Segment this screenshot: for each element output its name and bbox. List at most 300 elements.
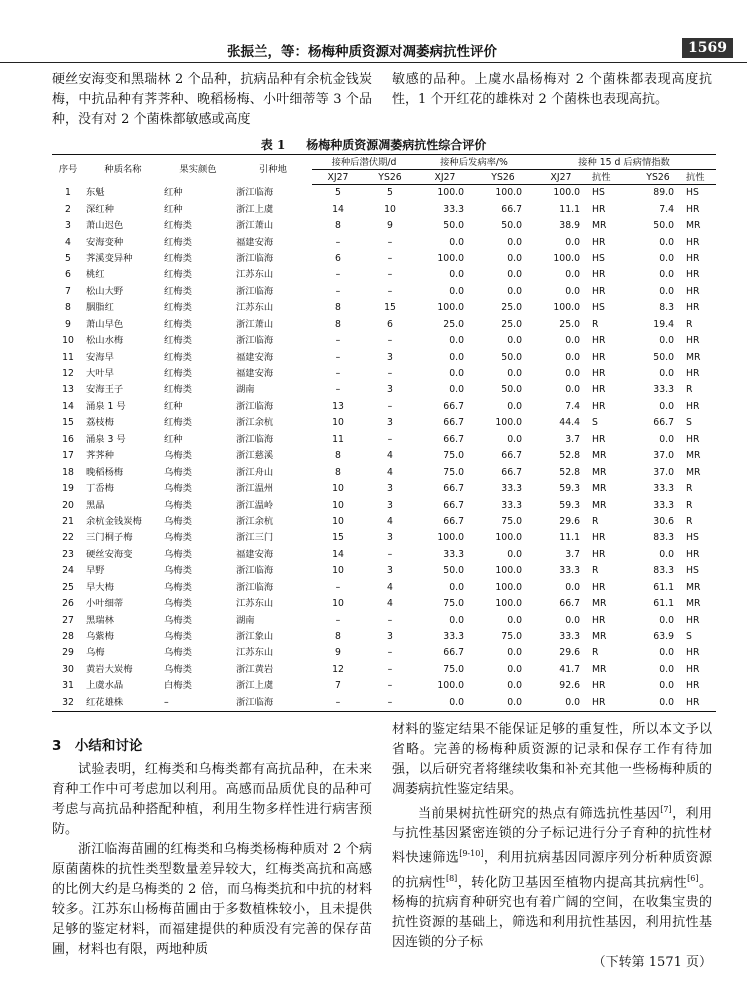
- cell-incidence-ys26: 100.0: [495, 417, 522, 429]
- cell-name: 余杭金钱炭梅: [86, 515, 142, 527]
- cell-latency-xj27: –: [335, 351, 341, 363]
- cell-incidence-ys26: 0.0: [507, 285, 522, 297]
- cell-incidence-ys26: 0.0: [507, 269, 522, 281]
- paragraph-text: 浙江临海苗圃的红梅类和乌梅类杨梅种质对 2 个病原菌菌株的抗性类型数量差异较大，红梅类高抗和高感的比例大约是乌梅类的 2 倍，而乌梅类抗和中抗的材料较多。江苏东山杨梅苗圃由于多数植株较小，且未提供足够的鉴定材料，而福建提供的种质没有完善的保存苗圃，材料也有限，两地种质: [52, 842, 372, 957]
- cell-index-xj27: 33.3: [559, 631, 580, 643]
- cell-color: 乌梅类: [164, 647, 192, 659]
- cell-resistance-ys26: HR: [686, 252, 700, 264]
- cell-index-xj27: 0.0: [565, 581, 580, 593]
- cell-index-xj27: 38.9: [559, 220, 580, 232]
- table-row: [52, 612, 716, 628]
- cell-origin: 福建安海: [236, 548, 274, 560]
- cell-incidence-ys26: 100.0: [495, 532, 522, 544]
- cell-color: 乌梅类: [164, 532, 192, 544]
- cell-resistance-ys26: MR: [686, 581, 701, 593]
- cell-index-xj27: 29.6: [559, 515, 580, 527]
- table-row: [52, 580, 716, 596]
- header-ys26: YS26: [474, 170, 532, 185]
- cell-index-xj27: 0.0: [565, 269, 580, 281]
- text-span: 。杨梅的抗病育种研究也有着广阔的空间，在收集宝贵的抗性资源的基础上，筛选和利用抗性基因，利用抗性基因连锁的分子标: [392, 874, 712, 950]
- cell-incidence-ys26: 33.3: [501, 483, 522, 495]
- cell-origin: 湖南: [236, 614, 255, 626]
- cell-origin: 江苏东山: [236, 269, 274, 281]
- cell-index-ys26: 83.3: [653, 565, 674, 577]
- cell-name: 红花雄株: [84, 695, 162, 712]
- cell-latency-xj27: 13: [332, 400, 344, 412]
- cell-origin: 浙江临海: [236, 252, 274, 264]
- paragraph-text: 试验表明，红梅类和乌梅类都有高抗品种，在未来育种工作中可考虑加以利用。高感而品质优良的品种可考虑与高抗品种搭配种植，利用生物多样性进行病害预防。: [52, 762, 372, 837]
- cell-latency-ys26: 3: [387, 417, 393, 429]
- cell-resistance-xj27: HR: [592, 532, 606, 544]
- page-header: [0, 38, 747, 63]
- cell-index-ys26: 89.0: [653, 187, 674, 199]
- cell-incidence-xj27: 75.0: [443, 466, 464, 478]
- cell-no: 28: [62, 631, 74, 643]
- cell-latency-ys26: –: [387, 252, 393, 264]
- header-incidence: 接种后发病率/%: [416, 155, 532, 170]
- cell-latency-xj27: –: [335, 335, 341, 347]
- cell-latency-xj27: 12: [332, 663, 344, 675]
- cell-color: 红种: [164, 203, 183, 215]
- cell-resistance-xj27: HR: [592, 614, 606, 626]
- cell-index-xj27: 0.0: [565, 236, 580, 248]
- cell-resistance-xj27: MR: [592, 499, 607, 511]
- cell-latency-xj27: –: [335, 269, 341, 281]
- cell-origin: 浙江慈溪: [236, 450, 274, 462]
- cell-latency-ys26: 4: [387, 450, 393, 462]
- cell-latency-xj27: 14: [332, 203, 344, 215]
- cell-latency-ys26: –: [387, 236, 393, 248]
- cell-name: 深红种: [86, 203, 114, 215]
- cell-no: 11: [62, 351, 74, 363]
- header-ys26: YS26: [364, 170, 416, 185]
- cell-color: 乌梅类: [164, 515, 192, 527]
- cell-index-xj27: 100.0: [553, 302, 580, 314]
- cell-resistance-ys26: R: [686, 483, 693, 495]
- table-row: [52, 497, 716, 513]
- cell-incidence-xj27: 66.7: [443, 647, 464, 659]
- cell-incidence-ys26: 50.0: [501, 351, 522, 363]
- cell-resistance-ys26: HR: [686, 663, 700, 675]
- table-row: [52, 333, 716, 349]
- cell-resistance-xj27: HR: [592, 285, 606, 297]
- cell-incidence-ys26: 100.0: [495, 598, 522, 610]
- cell-name: 松山大野: [86, 285, 124, 297]
- cell-incidence-xj27: 0.0: [449, 269, 464, 281]
- cell-latency-ys26: 4: [387, 466, 393, 478]
- cell-color: 红梅类: [164, 351, 192, 363]
- cell-origin: 湖南: [236, 384, 255, 396]
- cell-color: 乌梅类: [164, 598, 192, 610]
- cell-latency-xj27: 11: [332, 433, 344, 445]
- cell-incidence-xj27: 0.0: [449, 236, 464, 248]
- cell-resistance-xj27: HR: [592, 351, 606, 363]
- table-row: [52, 349, 716, 365]
- cell-index-xj27: 7.4: [565, 400, 580, 412]
- header-no: 序号: [52, 155, 84, 185]
- cell-color: 红梅类: [164, 285, 192, 297]
- cell-index-xj27: 52.8: [559, 466, 580, 478]
- cell-incidence-xj27: 100.0: [437, 302, 464, 314]
- cell-incidence-xj27: 0.0: [449, 285, 464, 297]
- cell-latency-ys26: –: [387, 548, 393, 560]
- cell-index-ys26: 0.0: [659, 335, 674, 347]
- cell-name: 乌紫梅: [86, 631, 114, 643]
- cell-name: 荔枝梅: [86, 417, 114, 429]
- cell-color: 红梅类: [164, 417, 192, 429]
- cell-incidence-xj27: 33.3: [443, 548, 464, 560]
- cell-index-ys26: 61.1: [653, 581, 674, 593]
- cell-no: 30: [62, 663, 74, 675]
- page-number: 1569: [682, 38, 733, 58]
- cell-name: 桃红: [86, 269, 105, 281]
- cell-color: 红梅类: [164, 269, 192, 281]
- cell-color: 乌梅类: [164, 499, 192, 511]
- cell-origin: 浙江临海: [236, 285, 274, 297]
- table-row: [52, 514, 716, 530]
- cell-no: 18: [62, 466, 74, 478]
- cell-index-ys26: 0.0: [659, 548, 674, 560]
- cell-incidence-ys26: 66.7: [501, 203, 522, 215]
- cell-resistance-xj27: HR: [592, 680, 606, 692]
- cell-color: 乌梅类: [164, 466, 192, 478]
- cell-resistance-xj27: HR: [592, 368, 606, 380]
- cell-no: 31: [62, 680, 74, 692]
- cell-index-ys26: 0.0: [659, 285, 674, 297]
- cell-latency-ys26: 4: [387, 515, 393, 527]
- table-row: [52, 530, 716, 546]
- cell-index-ys26: 0.0: [659, 614, 674, 626]
- cell-index-ys26: 0.0: [659, 663, 674, 675]
- cell-origin: 浙江临海: [236, 335, 274, 347]
- cell-latency-xj27: 6: [335, 252, 341, 264]
- cell-resistance-xj27: HR: [592, 581, 606, 593]
- cell-incidence-ys26: 0.0: [507, 400, 522, 412]
- cell-resistance-ys26: R: [686, 499, 693, 511]
- cell-resistance-ys26: HR: [686, 368, 700, 380]
- cell-color: 红种: [164, 400, 183, 412]
- cell-resistance-ys26: HS: [686, 532, 699, 544]
- cell-incidence-xj27: 0.0: [449, 335, 464, 347]
- running-title: 张振兰，等：杨梅种质资源对凋萎病抗性评价: [227, 44, 497, 60]
- cell-no: 7: [65, 285, 71, 297]
- cell-name: 黑瑞林: [86, 614, 114, 626]
- cell-origin: 浙江临海: [236, 433, 274, 445]
- cell-incidence-xj27: 66.7: [443, 483, 464, 495]
- cell-resistance-xj27: MR: [592, 466, 607, 478]
- cell-latency-ys26: –: [387, 285, 393, 297]
- table-row: [52, 596, 716, 612]
- cell-origin: 浙江萧山: [236, 220, 274, 232]
- cell-origin: 浙江三门: [236, 532, 274, 544]
- table-row: [52, 201, 716, 217]
- cell-latency-ys26: 6: [387, 318, 393, 330]
- cell-color: 红梅类: [164, 252, 192, 264]
- cell-index-xj27: 44.4: [559, 417, 580, 429]
- cell-index-xj27: 0.0: [565, 335, 580, 347]
- cell-latency-ys26: –: [387, 400, 393, 412]
- cell-index-ys26: 0.0: [659, 269, 674, 281]
- cell-index-xj27: 3.7: [565, 548, 580, 560]
- cell-latency-xj27: –: [335, 285, 341, 297]
- cell-origin: 浙江余杭: [236, 417, 274, 429]
- cell-name: 早野: [86, 565, 105, 577]
- table-row: [52, 366, 716, 382]
- cell-no: 17: [62, 450, 74, 462]
- cell-latency-ys26: –: [387, 433, 393, 445]
- cell-origin: 浙江临海: [236, 565, 274, 577]
- cell-no: 2: [65, 203, 71, 215]
- table-row: [52, 563, 716, 579]
- cell-resistance-ys26: HS: [686, 565, 699, 577]
- cell-origin: 浙江象山: [236, 631, 274, 643]
- cell-resistance-xj27: HR: [592, 433, 606, 445]
- cell-incidence-ys26: 33.3: [501, 499, 522, 511]
- cell-latency-xj27: –: [335, 384, 341, 396]
- cell-no: 20: [62, 499, 74, 511]
- text-span: ，利用与抗性基因紧密连锁的分子标记进行分子育种的抗性材料快速筛选: [392, 806, 712, 866]
- cell-incidence-xj27: 75.0: [443, 663, 464, 675]
- text-span: ，利用抗病基因同源序列分析种质资源的抗病性: [392, 850, 712, 890]
- cell-resistance-xj27: HR: [592, 236, 606, 248]
- cell-resistance-xj27: HR: [592, 400, 606, 412]
- cell-incidence-xj27: 75.0: [443, 598, 464, 610]
- table-row: [52, 464, 716, 480]
- cell-latency-xj27: 9: [335, 647, 341, 659]
- table-row: [52, 547, 716, 563]
- cell-latency-xj27: –: [312, 695, 364, 712]
- citation: [8]: [445, 873, 458, 883]
- cell-latency-ys26: –: [387, 269, 393, 281]
- cell-resistance-xj27: HR: [592, 548, 606, 560]
- cell-resistance-ys26: MR: [686, 466, 701, 478]
- cell-latency-ys26: –: [387, 368, 393, 380]
- cell-resistance-xj27: HR: [592, 384, 606, 396]
- cell-resistance-xj27: MR: [592, 483, 607, 495]
- cell-index-ys26: 0.0: [659, 252, 674, 264]
- cell-incidence-xj27: 100.0: [437, 532, 464, 544]
- cell-incidence-xj27: 75.0: [443, 450, 464, 462]
- cell-index-ys26: 66.7: [653, 417, 674, 429]
- cell-incidence-ys26: 100.0: [495, 565, 522, 577]
- cell-incidence-xj27: 66.7: [443, 433, 464, 445]
- table-row: [52, 251, 716, 267]
- cell-latency-ys26: –: [387, 614, 393, 626]
- cell-latency-xj27: 10: [332, 598, 344, 610]
- cell-no: 27: [62, 614, 74, 626]
- cell-incidence-ys26: 0.0: [507, 335, 522, 347]
- cell-resistance-xj27: R: [592, 565, 599, 577]
- cell-no: 9: [65, 318, 71, 330]
- cell-color: 乌梅类: [164, 663, 192, 675]
- cell-name: 荠溪变异种: [86, 252, 133, 264]
- cell-name: 乌梅: [86, 647, 105, 659]
- cell-origin: 福建安海: [236, 368, 274, 380]
- cell-resistance-ys26: HR: [686, 433, 700, 445]
- cell-color: 红梅类: [164, 384, 192, 396]
- cell-incidence-ys26: 0.0: [474, 695, 532, 712]
- cell-index-xj27: 29.6: [559, 647, 580, 659]
- header-latency: 接种后潜伏期/d: [312, 155, 416, 170]
- table-row: [52, 382, 716, 398]
- cell-incidence-xj27: 100.0: [437, 680, 464, 692]
- cell-resistance-xj27: S: [592, 417, 598, 429]
- cell-origin: 福建安海: [236, 236, 274, 248]
- cell-latency-ys26: –: [387, 663, 393, 675]
- cell-latency-xj27: 10: [332, 499, 344, 511]
- table-row: [52, 267, 716, 283]
- cell-index-xj27: 11.1: [559, 203, 580, 215]
- cell-name: 大叶早: [86, 368, 114, 380]
- cell-index-ys26: 50.0: [653, 351, 674, 363]
- cell-resistance-xj27: HS: [592, 302, 605, 314]
- table-row: [52, 662, 716, 678]
- cell-incidence-xj27: 0.0: [449, 581, 464, 593]
- cell-no: 25: [62, 581, 74, 593]
- cell-no: 32: [52, 695, 84, 712]
- cell-color: 红梅类: [164, 302, 192, 314]
- cell-color: 乌梅类: [164, 581, 192, 593]
- cell-origin: 浙江临海: [236, 581, 274, 593]
- cell-index-xj27: 11.1: [559, 532, 580, 544]
- cell-no: 21: [62, 515, 74, 527]
- cell-name: 安海早: [86, 351, 114, 363]
- cell-no: 15: [62, 417, 74, 429]
- table-row: [52, 481, 716, 497]
- cell-resistance-ys26: HR: [686, 236, 700, 248]
- cell-resistance-ys26: HR: [686, 400, 700, 412]
- cell-latency-xj27: –: [335, 368, 341, 380]
- cell-latency-xj27: 8: [335, 220, 341, 232]
- cell-resistance-ys26: HR: [686, 285, 700, 297]
- cell-no: 19: [62, 483, 74, 495]
- cell-color: 白梅类: [164, 680, 192, 692]
- cell-latency-ys26: –: [387, 647, 393, 659]
- cell-no: 8: [65, 302, 71, 314]
- cell-origin: 浙江上虞: [236, 203, 274, 215]
- cell-origin: 江苏东山: [236, 647, 274, 659]
- cell-incidence-xj27: 66.7: [443, 515, 464, 527]
- cell-latency-xj27: –: [335, 614, 341, 626]
- cell-index-xj27: 41.7: [559, 663, 580, 675]
- header-xj27: XJ27: [312, 170, 364, 185]
- cell-resistance-ys26: HR: [686, 302, 700, 314]
- cell-latency-xj27: 10: [332, 417, 344, 429]
- cell-latency-xj27: 14: [332, 548, 344, 560]
- cell-origin: 江苏东山: [236, 302, 274, 314]
- table-row: [52, 432, 716, 448]
- cell-no: 3: [65, 220, 71, 232]
- cell-index-xj27: 0.0: [565, 368, 580, 380]
- cell-index-xj27: 0.0: [565, 384, 580, 396]
- cell-name: 萧山迟色: [86, 220, 124, 232]
- cell-origin: 福建安海: [236, 351, 274, 363]
- cell-name: 早大梅: [86, 581, 114, 593]
- cell-index-ys26: 0.0: [632, 695, 684, 712]
- table-row: [52, 317, 716, 333]
- cell-latency-xj27: 8: [335, 466, 341, 478]
- cell-color: 红梅类: [164, 368, 192, 380]
- cell-name: 黄岩大炭梅: [86, 663, 133, 675]
- cell-resistance-ys26: HR: [686, 203, 700, 215]
- cell-index-ys26: 83.3: [653, 532, 674, 544]
- cell-no: 24: [62, 565, 74, 577]
- cell-name: 上虞水晶: [86, 680, 124, 692]
- cell-resistance-xj27: HR: [590, 695, 632, 712]
- cell-incidence-xj27: 50.0: [443, 565, 464, 577]
- header-xj27: XJ27: [532, 170, 590, 185]
- top-right-paragraph: [392, 70, 712, 110]
- cell-no: 1: [65, 186, 71, 198]
- cell-latency-xj27: 5: [335, 187, 341, 199]
- cell-latency-xj27: 10: [332, 515, 344, 527]
- cell-name: 涌泉 3 号: [86, 433, 126, 445]
- cell-resistance-ys26: R: [686, 384, 693, 396]
- cell-resistance-ys26: HR: [686, 680, 700, 692]
- cell-incidence-xj27: 66.7: [443, 499, 464, 511]
- cell-latency-ys26: 15: [384, 302, 396, 314]
- cell-resistance-ys26: HS: [686, 187, 699, 199]
- cell-resistance-ys26: R: [686, 515, 693, 527]
- cell-name: 荠荠种: [86, 450, 114, 462]
- cell-resistance-xj27: MR: [592, 631, 607, 643]
- cell-origin: 江苏东山: [236, 598, 274, 610]
- cell-incidence-xj27: 100.0: [437, 252, 464, 264]
- text-span: ，转化防卫基因至植物内提高其抗病性: [457, 874, 688, 890]
- paragraph-text: [392, 800, 712, 953]
- cell-no: 23: [62, 548, 74, 560]
- cell-index-ys26: 8.3: [659, 302, 674, 314]
- cell-latency-ys26: 3: [387, 483, 393, 495]
- cell-index-xj27: 100.0: [553, 252, 580, 264]
- cell-index-xj27: 52.8: [559, 450, 580, 462]
- header-index: 接种 15 d 后病情指数: [532, 155, 716, 170]
- cell-latency-ys26: –: [387, 680, 393, 692]
- paragraph-text: 材料的鉴定结果不能保证足够的重复性，所以本文予以省略。完善的杨梅种质资源的记录和保存工作有待加强，以后研究者将继续收集和补充其他一些杨梅种质的凋萎病抗性鉴定结果。: [392, 722, 712, 797]
- cell-latency-xj27: 7: [335, 680, 341, 692]
- cell-index-xj27: 92.6: [559, 680, 580, 692]
- cell-name: 三门桐子梅: [86, 532, 133, 544]
- cell-incidence-xj27: 33.3: [443, 203, 464, 215]
- cell-no: 10: [62, 335, 74, 347]
- cell-color: 红梅类: [164, 236, 192, 248]
- table-row: [52, 284, 716, 300]
- cell-resistance-xj27: HR: [592, 269, 606, 281]
- cell-origin: 浙江黄岩: [236, 663, 274, 675]
- cell-resistance-ys26: S: [686, 417, 692, 429]
- cell-index-xj27: 3.7: [565, 433, 580, 445]
- cell-incidence-xj27: 50.0: [443, 220, 464, 232]
- cell-resistance-ys26: MR: [686, 220, 701, 232]
- cell-incidence-xj27: 0.0: [449, 614, 464, 626]
- cell-incidence-ys26: 0.0: [507, 368, 522, 380]
- cell-latency-ys26: 3: [387, 565, 393, 577]
- cell-resistance-xj27: R: [592, 318, 599, 330]
- table-row: [52, 300, 716, 316]
- cell-index-xj27: 66.7: [559, 598, 580, 610]
- cell-index-ys26: 63.9: [653, 631, 674, 643]
- cell-index-ys26: 50.0: [653, 220, 674, 232]
- bottom-left-column: [52, 760, 372, 960]
- cell-index-xj27: 0.0: [565, 351, 580, 363]
- cell-no: 14: [62, 400, 74, 412]
- cell-incidence-xj27: 100.0: [437, 187, 464, 199]
- cell-index-ys26: 37.0: [653, 466, 674, 478]
- cell-incidence-ys26: 100.0: [495, 187, 522, 199]
- cell-incidence-ys26: 0.0: [507, 252, 522, 264]
- header-ys26: YS26: [632, 170, 684, 185]
- cell-index-ys26: 0.0: [659, 680, 674, 692]
